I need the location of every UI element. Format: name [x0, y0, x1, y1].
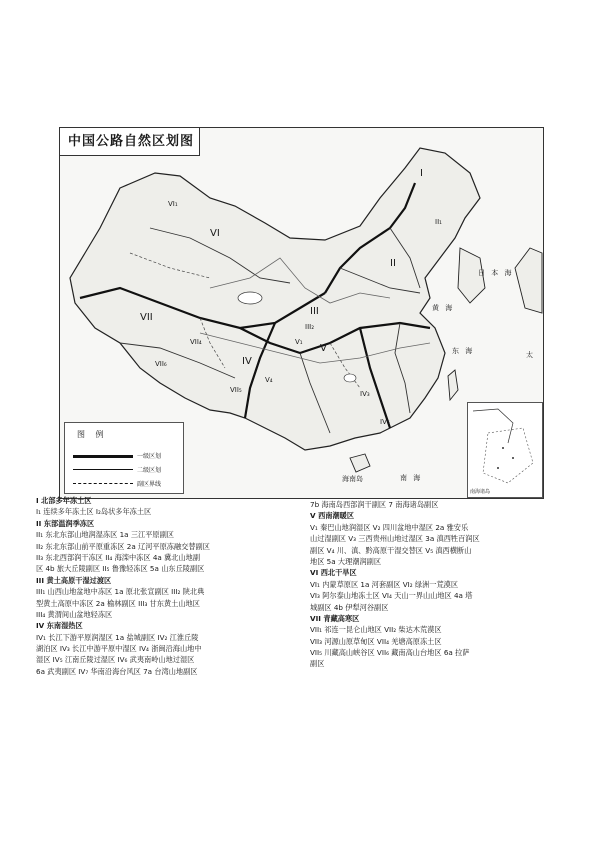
right-line: VI₁ 内蒙草原区 1a 河套副区 VI₂ 绿洲一荒漠区 [310, 579, 459, 589]
left-line: II₂ 东北东部山前平原重冻区 2a 辽河平原冻融交替副区 [36, 541, 210, 551]
inset-caption: 南海诸岛 [470, 489, 491, 495]
left-line: IV 东南湿热区 [36, 621, 83, 631]
region-label-v1: V₁ [295, 338, 303, 346]
japan-sea-label: 日 本 海 [478, 269, 514, 277]
left-line: 6a 武夷副区 IV₇ 华南沿海台风区 7a 台湾山地副区 [36, 666, 198, 676]
right-line: 副区 V₄ 川、滇、黔高原干湿交替区 V₅ 滇西横断山 [310, 545, 472, 555]
left-line: III₄ 黄渭间山盆地轻冻区 [36, 609, 113, 619]
region-label-vii: VII [140, 312, 153, 323]
left-line: II 东部温润季冻区 [36, 518, 95, 528]
region-label-ii: II [390, 258, 396, 269]
left-line: 区 4b 旅大丘陵副区 II₅ 鲁豫轻冻区 5a 山东丘陵副区 [36, 564, 205, 574]
left-line: II₁ 东北东部山地润湿冻区 1a 三江平原副区 [36, 530, 174, 540]
right-line: VI₃ 阿尔泰山地冻土区 VI₄ 天山一界山山地区 4a 塔 [310, 591, 473, 601]
legend-item-level2 [73, 465, 181, 475]
region-label-vii5: VII₅ [230, 386, 242, 394]
inset-island-a [502, 447, 504, 449]
map-title: 中国公路自然区划图 [60, 128, 200, 156]
yellow-sea-label: 黄 海 [432, 304, 455, 312]
region-label-iv3: IV₃ [360, 390, 370, 398]
legend-line-level1 [73, 455, 133, 458]
legend-item-subregion [73, 479, 181, 489]
right-line: 7b 海南岛西部润干副区 7 南海诸岛副区 [310, 500, 439, 509]
hainan-label: 海南岛 [342, 475, 363, 483]
legend-label-level1: 一级区划 [137, 453, 162, 460]
left-line: IV₁ 长江下游平原润湿区 1a 盐城副区 IV₂ 江淮丘陵 [36, 632, 199, 642]
taiwan-island [448, 370, 458, 400]
region-label-iii2: III₂ [305, 323, 314, 331]
right-line: VII₅ 川藏高山峡谷区 VII₆ 藏南高山台地区 6a 拉萨 [310, 648, 470, 658]
pacific-label: 太 [526, 351, 535, 359]
right-line: V 西南潮暖区 [310, 511, 355, 521]
right-line: VI 西北干旱区 [310, 568, 357, 578]
right-line: VII 青藏高寒区 [310, 613, 360, 623]
right-line: 城副区 4b 伊犁河谷副区 [310, 602, 389, 612]
legend-label-subregion: 副区界线 [137, 481, 162, 488]
lake-dongting [344, 374, 356, 382]
region-label-iv: IV [242, 356, 252, 367]
right-line: 山过湿副区 V₃ 三西贵州山地过湿区 3a 滇西牲百润区 [310, 534, 480, 544]
legend-label-level2: 二级区划 [137, 467, 162, 474]
left-line: III 黄土高原干湿过渡区 [36, 575, 112, 585]
coast-japan [515, 248, 542, 313]
legend-text-right [310, 499, 480, 670]
region-label-v: V [320, 343, 327, 354]
lake-qinghai [238, 292, 262, 304]
legend-item-level1 [73, 451, 181, 461]
south-sea-inset [467, 402, 543, 498]
map-legend [64, 422, 184, 494]
right-line: VII₃ 河源山原草甸区 VII₄ 羌塘高原冻土区 [310, 636, 442, 646]
left-line: I 北部多年冻土区 [36, 496, 92, 505]
inset-boundary [483, 428, 533, 483]
region-label-ii1: II₁ [435, 218, 442, 226]
inset-coast [473, 409, 513, 443]
inset-island-b [512, 457, 514, 459]
left-line: III₁ 山西山地盆地中冻区 1a 原北张宣副区 III₂ 陕北典 [36, 587, 205, 597]
left-line: 湿区 IV₅ 江南丘陵过湿区 IV₆ 武夷南岭山地过湿区 [36, 655, 195, 665]
region-label-iv6: IV₆ [380, 418, 390, 426]
region-label-v4: V₄ [265, 376, 273, 384]
region-label-vi1: VI₁ [168, 200, 178, 208]
china-outline [70, 148, 480, 450]
left-line: II₃ 东北西部润干冻区 II₄ 海滦中冻区 4a 冀北山地副 [36, 552, 201, 562]
east-sea-label: 东 海 [452, 347, 475, 355]
right-line: 地区 5a 大理潮润副区 [310, 556, 382, 566]
region-label-vi: VI [210, 228, 220, 239]
legend-text-left [36, 495, 210, 677]
map-frame [59, 127, 544, 499]
region-label-vii4: VII₄ [190, 338, 202, 346]
inset-island-c [497, 467, 499, 469]
region-label-vii6: VII₆ [155, 360, 167, 368]
left-line: I₁ 连续多年冻土区 I₂岛状多年冻土区 [36, 507, 152, 517]
left-line: 湖泊区 IV₃ 长江中游平原中湿区 IV₄ 浙闽沿海山地中 [36, 644, 202, 654]
region-label-i: I [420, 168, 423, 179]
inset-drawing [468, 403, 544, 499]
hainan-island [350, 454, 370, 472]
right-line: 副区 [310, 659, 325, 669]
right-line: VII₁ 祁连一昆仑山地区 VII₂ 柴达木荒漠区 [310, 625, 442, 635]
region-label-iii: III [310, 306, 319, 317]
south-sea-label: 南 海 [400, 474, 423, 482]
right-line: V₁ 秦巴山地润湿区 V₂ 四川盆地中湿区 2a 雅安乐 [310, 522, 469, 532]
legend-line-subregion [73, 483, 133, 484]
legend-title: 图 例 [77, 430, 108, 439]
legend-line-level2 [73, 469, 133, 470]
left-line: 型黄土高原中冻区 2a 榆林副区 III₃ 甘东黄土山地区 [36, 598, 200, 608]
